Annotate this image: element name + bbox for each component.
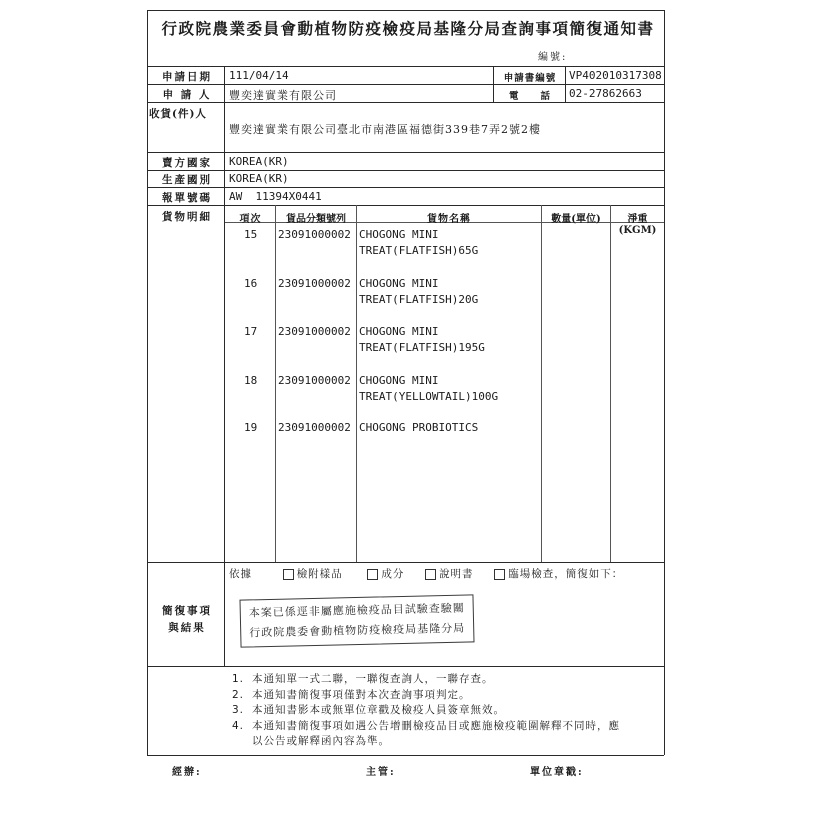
hs-code: 23091000002 (278, 277, 351, 290)
document-title: 行政院農業委員會動植物防疫檢疫局基隆分局查詢事項簡復通知書 (161, 19, 655, 38)
note-text: 以公告或解釋函內容為準。 (252, 735, 390, 747)
serial-number-label: 編號: (538, 52, 568, 63)
option-onsite-inspection: 臨場檢查，簡復如下： (508, 568, 624, 580)
note-number: 2. (232, 688, 245, 701)
header-item-no: 項次 (239, 214, 262, 225)
reply-label-line1: 簡復事項 (162, 605, 212, 617)
checkbox-manual[interactable] (425, 569, 436, 580)
seller-country-label: 賣方國家 (162, 157, 212, 169)
list-item (232, 688, 662, 704)
goods-name-line2: TREAT(FLATFISH)65G (359, 244, 479, 257)
hs-code: 23091000002 (278, 421, 351, 434)
consignee-value: 豐奕達實業有限公司臺北市南港區福德街339巷7弄2號2樓 (229, 123, 541, 136)
hs-code: 23091000002 (278, 228, 351, 241)
note-text: 本通知單一式二聯，一聯復查詢人，一聯存查。 (252, 673, 494, 685)
checkbox-ingredients[interactable] (367, 569, 378, 580)
item-no: 15 (244, 228, 258, 241)
applicant-value: 豐奕達實業有限公司 (229, 89, 337, 102)
basis-label: 依據 (229, 568, 252, 580)
hs-code: 23091000002 (278, 374, 351, 387)
goods-name-line1: CHOGONG MINI (359, 325, 439, 338)
hs-code: 23091000002 (278, 325, 351, 338)
goods-detail-label: 貨物明細 (162, 211, 212, 223)
item-no: 19 (244, 421, 258, 434)
supervisor-label: 主管: (366, 767, 396, 778)
reply-label-line2: 與結果 (168, 622, 206, 634)
goods-name-line1: CHOGONG PROBIOTICS (359, 421, 479, 434)
list-item (232, 703, 662, 719)
apply-date-label: 申請日期 (162, 71, 212, 83)
checkbox-onsite-inspection[interactable] (494, 569, 505, 580)
phone-value: 02-27862663 (569, 87, 642, 100)
apply-date-value: 111/04/14 (229, 69, 289, 82)
application-number-label: 申請書編號 (503, 73, 557, 84)
list-item (232, 734, 662, 750)
option-sample: 檢附樣品 (296, 568, 343, 580)
goods-name-line1: CHOGONG MINI (359, 277, 439, 290)
note-number: 1. (232, 673, 245, 685)
notes-list (232, 672, 662, 750)
goods-name-line2: TREAT(FLATFISH)20G (359, 293, 479, 306)
checkbox-sample[interactable] (283, 569, 294, 580)
note-text: 本通知書影本或無單位章戳及檢疫人員簽章無效。 (252, 704, 505, 716)
note-number: 4. (232, 719, 245, 732)
item-no: 17 (244, 325, 258, 338)
declaration-number-value: AW 11394X0441 (229, 190, 322, 203)
declaration-number-label: 報單號碼 (162, 192, 212, 204)
phone-label: 電 話 (508, 91, 551, 102)
option-ingredients: 成分 (381, 568, 405, 580)
goods-name-line1: CHOGONG MINI (359, 228, 439, 241)
origin-country-value: KOREA(KR) (229, 172, 289, 185)
note-number: 3. (232, 704, 245, 716)
stamp-line2: 行政院農委會動植物防疫檢疫局基隆分局 (249, 621, 466, 640)
stamp-line1: 本案已係逕非屬應施檢疫品目試驗查驗關 (248, 601, 465, 620)
applicant-label: 申 請 人 (162, 89, 212, 101)
list-item (232, 672, 662, 688)
note-text: 本通知書簡復事項僅對本次查詢事項判定。 (252, 688, 471, 701)
official-stamp (239, 594, 474, 647)
application-number-value: VP402010317308 (569, 69, 662, 82)
item-no: 18 (244, 374, 258, 387)
reply-basis-row (229, 566, 623, 581)
unit-seal-label: 單位章戳: (530, 767, 584, 778)
origin-country-label: 生產國別 (162, 174, 212, 186)
handler-label: 經辦: (172, 767, 202, 778)
header-net-weight: 淨重(KGM) (618, 214, 657, 236)
item-no: 16 (244, 277, 258, 290)
header-quantity: 數量(單位) (551, 214, 601, 225)
note-text: 本通知書簡復事項如遇公告增刪檢疫品目或應施檢疫範圍解釋不同時，應 (252, 719, 620, 732)
seller-country-value: KOREA(KR) (229, 155, 289, 168)
goods-name-line2: TREAT(YELLOWTAIL)100G (359, 390, 499, 403)
list-item (232, 719, 662, 735)
option-manual: 說明書 (439, 568, 474, 580)
goods-name-line1: CHOGONG MINI (359, 374, 439, 387)
consignee-label: 收貨(件)人 (149, 108, 207, 120)
header-goods-name: 貨物名稱 (427, 214, 471, 225)
header-hs-code: 貨品分類號列 (286, 214, 346, 225)
goods-name-line2: TREAT(FLATFISH)195G (359, 341, 485, 354)
